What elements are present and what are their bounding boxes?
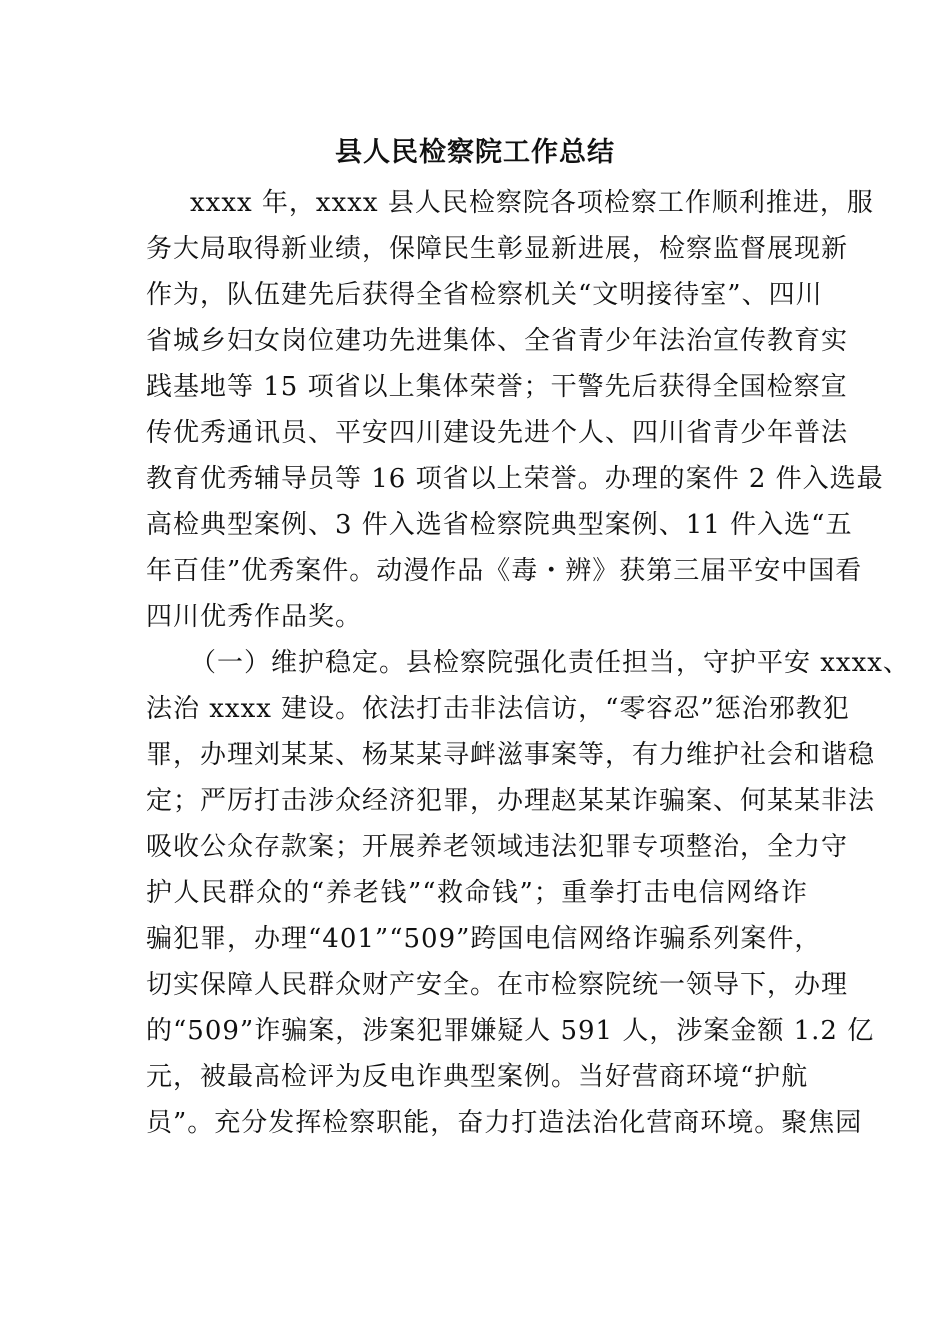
paragraph-2-line-11: 员”。充分发挥检察职能，奋力打造法治化营商环境。聚焦园	[146, 1108, 863, 1138]
paragraph-1-line-10: 四川优秀作品奖。	[146, 602, 363, 632]
document-body	[146, 180, 910, 1146]
paragraph-2-line-1: （一）维护稳定。县检察院强化责任担当，守护平安 xxxx、	[190, 648, 910, 678]
paragraph-2-line-6: 护人民群众的“养老钱”“救命钱”；重拳打击电信网络诈	[146, 878, 808, 908]
paragraph-1-line-7: 教育优秀辅导员等 16 项省以上荣誉。办理的案件 2 件入选最	[146, 464, 884, 494]
paragraph-1-line-3: 作为，队伍建先后获得全省检察机关“文明接待室”、四川	[146, 280, 823, 310]
paragraph-1-line-8: 高检典型案例、3 件入选省检察院典型案例、11 件入选“五	[146, 510, 853, 540]
paragraph-1-line-4: 省城乡妇女岗位建功先进集体、全省青少年法治宣传教育实	[146, 326, 849, 356]
paragraph-1-line-1: xxxx 年，xxxx 县人民检察院各项检察工作顺利推进，服	[190, 188, 874, 218]
paragraph-1-line-5: 践基地等 15 项省以上集体荣誉；干警先后获得全国检察宣	[146, 372, 848, 402]
document-title: 县人民检察院工作总结	[335, 137, 615, 168]
paragraph-2-line-7: 骗犯罪，办理“401”“509”跨国电信网络诈骗系列案件，	[146, 924, 822, 954]
paragraph-2-line-10: 元，被最高检评为反电诈典型案例。当好营商环境“护航	[146, 1062, 809, 1092]
paragraph-1-line-6: 传优秀通讯员、平安四川建设先进个人、四川省青少年普法	[146, 418, 849, 448]
paragraph-2-line-2: 法治 xxxx 建设。依法打击非法信访，“零容忍”惩治邪教犯	[146, 694, 850, 724]
paragraph-2-line-8: 切实保障人民群众财产安全。在市检察院统一领导下，办理	[146, 970, 849, 1000]
paragraph-1-line-9: 年百佳”优秀案件。动漫作品《毒・辨》获第三届平安中国看	[146, 556, 863, 586]
paragraph-2-line-5: 吸收公众存款案；开展养老领域违法犯罪专项整治，全力守	[146, 832, 849, 862]
paragraph-2-line-9: 的“509”诈骗案，涉案犯罪嫌疑人 591 人，涉案金额 1.2 亿	[146, 1016, 875, 1046]
paragraph-1-line-2: 务大局取得新业绩，保障民生彰显新进展，检察监督展现新	[146, 234, 849, 264]
paragraph-2-line-3: 罪，办理刘某某、杨某某寻衅滋事案等，有力维护社会和谐稳	[146, 740, 876, 770]
paragraph-2-line-4: 定；严厉打击涉众经济犯罪，办理赵某某诈骗案、何某某非法	[146, 786, 876, 816]
